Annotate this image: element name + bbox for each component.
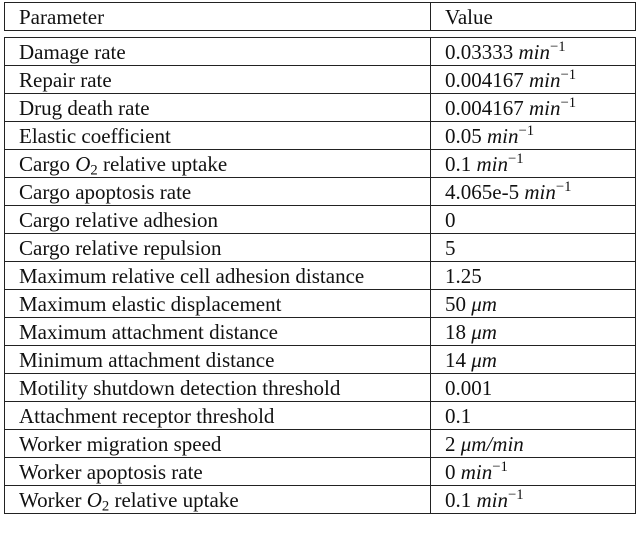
table-row — [5, 38, 636, 66]
header-gap — [5, 31, 636, 38]
table-row — [5, 206, 636, 234]
table-row — [5, 150, 636, 178]
table-row — [5, 458, 636, 486]
param-value: 18 μm — [431, 318, 636, 346]
table-row — [5, 374, 636, 402]
param-name: Maximum relative cell adhesion distance — [5, 262, 431, 290]
param-value: 0.1 $\min^{-1}$ — [431, 486, 636, 514]
param-value: 50 μm — [431, 290, 636, 318]
param-value: 0 — [431, 206, 636, 234]
param-name: Cargo apoptosis rate — [5, 178, 431, 206]
param-name: Worker apoptosis rate — [5, 458, 431, 486]
header-parameter: Parameter — [5, 3, 431, 31]
param-value: 0.001 — [431, 374, 636, 402]
parameter-table — [4, 2, 636, 514]
param-name: Worker $O_2$ relative uptake — [5, 486, 431, 514]
param-name: Cargo relative repulsion — [5, 234, 431, 262]
param-value: 5 — [431, 234, 636, 262]
param-value: 1.25 — [431, 262, 636, 290]
param-name: Attachment receptor threshold — [5, 402, 431, 430]
table-row — [5, 430, 636, 458]
table-row — [5, 94, 636, 122]
param-name: Cargo $O_2$ relative uptake — [5, 150, 431, 178]
table-row — [5, 66, 636, 94]
param-value: 0 $\min^{-1}$ — [431, 458, 636, 486]
param-name: Damage rate — [5, 38, 431, 66]
param-value: 0.004167 $\min^{-1}$ — [431, 66, 636, 94]
param-value: 14 μm — [431, 346, 636, 374]
param-value: 0.1 — [431, 402, 636, 430]
table-row — [5, 262, 636, 290]
header-row — [5, 3, 636, 31]
param-name: Motility shutdown detection threshold — [5, 374, 431, 402]
header-value: Value — [431, 3, 636, 31]
param-value: 0.05 $\min^{-1}$ — [431, 122, 636, 150]
table-row — [5, 234, 636, 262]
param-name: Minimum attachment distance — [5, 346, 431, 374]
param-value: 0.004167 $\min^{-1}$ — [431, 94, 636, 122]
param-name: Elastic coefficient — [5, 122, 431, 150]
param-value: 0.03333 $\min^{-1}$ — [431, 38, 636, 66]
table-row — [5, 346, 636, 374]
param-value: 0.1 $\min^{-1}$ — [431, 150, 636, 178]
table-row — [5, 318, 636, 346]
param-name: Worker migration speed — [5, 430, 431, 458]
param-value: 2 μm/min — [431, 430, 636, 458]
param-name: Maximum attachment distance — [5, 318, 431, 346]
table-row — [5, 486, 636, 514]
table-row — [5, 402, 636, 430]
table-row — [5, 178, 636, 206]
param-name: Maximum elastic displacement — [5, 290, 431, 318]
table-row — [5, 290, 636, 318]
param-name: Drug death rate — [5, 94, 431, 122]
param-name: Repair rate — [5, 66, 431, 94]
param-name: Cargo relative adhesion — [5, 206, 431, 234]
table-row — [5, 122, 636, 150]
param-value: 4.065e-5 $\min^{-1}$ — [431, 178, 636, 206]
